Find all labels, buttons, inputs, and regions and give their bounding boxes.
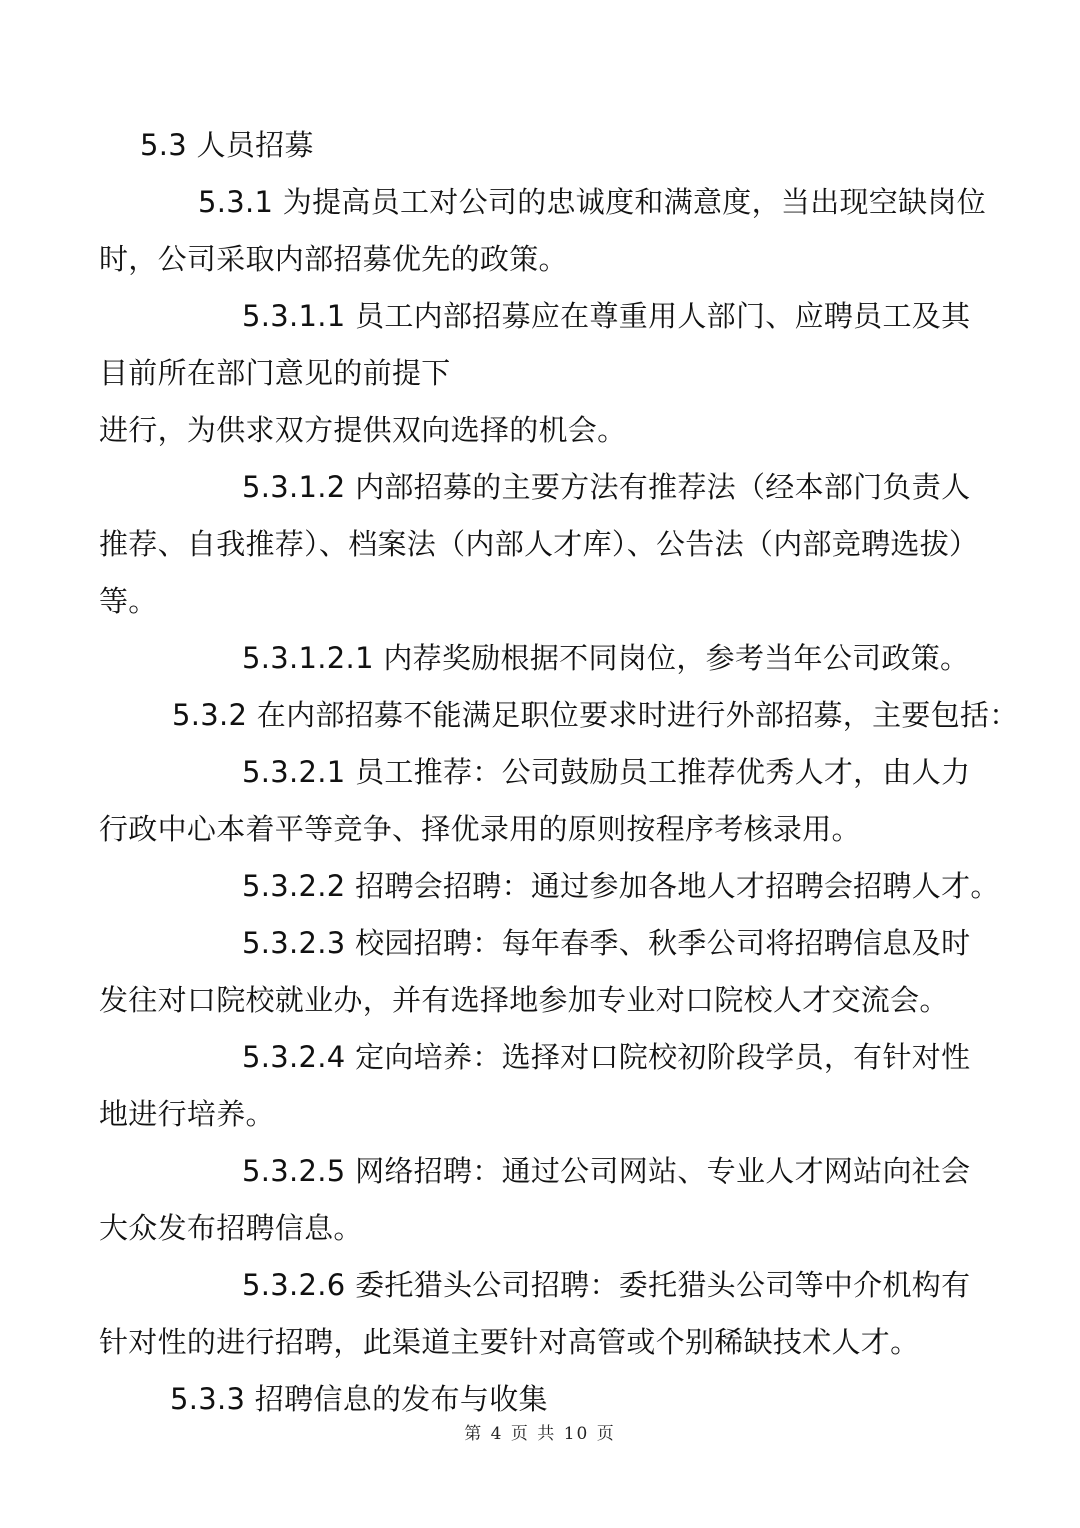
paragraph-line: 5.3.1.2 内部招募的主要方法有推荐法（经本部门负责人 — [242, 470, 971, 504]
paragraph-line: 行政中心本着平等竞争、择优录用的原则按程序考核录用。 — [99, 812, 861, 846]
paragraph-line: 针对性的进行招聘，此渠道主要针对高管或个别稀缺技术人才。 — [99, 1325, 920, 1359]
paragraph-line: 5.3.2.1 员工推荐：公司鼓励员工推荐优秀人才，由人力 — [242, 755, 971, 789]
paragraph-line: 大众发布招聘信息。 — [99, 1211, 363, 1245]
paragraph-line: 5.3.2.4 定向培养：选择对口院校初阶段学员，有针对性 — [242, 1040, 971, 1074]
paragraph-line: 5.3.1.2.1 内荐奖励根据不同岗位，参考当年公司政策。 — [242, 641, 970, 675]
paragraph-line: 发往对口院校就业办，并有选择地参加专业对口院校人才交流会。 — [99, 983, 949, 1017]
page-number-footer: 第 4 页 共 10 页 — [464, 1424, 616, 1444]
section-heading: 5.3 人员招募 — [140, 128, 314, 162]
paragraph-line: 5.3.1 为提高员工对公司的忠诚度和满意度，当出现空缺岗位 — [198, 185, 987, 219]
paragraph-line: 5.3.2.6 委托猎头公司招聘：委托猎头公司等中介机构有 — [242, 1268, 971, 1302]
paragraph-line: 目前所在部门意见的前提下 — [99, 356, 451, 390]
paragraph-line: 进行，为供求双方提供双向选择的机会。 — [99, 413, 627, 447]
paragraph-line: 等。 — [99, 584, 158, 618]
paragraph-line: 5.3.3 招聘信息的发布与收集 — [170, 1382, 548, 1416]
paragraph-line: 地进行培养。 — [99, 1097, 275, 1131]
paragraph-line: 推荐、自我推荐）、档案法（内部人才库）、公告法（内部竞聘选拔） — [99, 527, 979, 561]
paragraph-line: 5.3.2.2 招聘会招聘：通过参加各地人才招聘会招聘人才。 — [242, 869, 1000, 903]
paragraph-line: 5.3.1.1 员工内部招募应在尊重用人部门、应聘员工及其 — [242, 299, 971, 333]
paragraph-line: 5.3.2.5 网络招聘：通过公司网站、专业人才网站向社会 — [242, 1154, 971, 1188]
paragraph-line: 时，公司采取内部招募优先的政策。 — [99, 242, 568, 276]
paragraph-line: 5.3.2.3 校园招聘：每年春季、秋季公司将招聘信息及时 — [242, 926, 971, 960]
paragraph-line: 5.3.2 在内部招募不能满足职位要求时进行外部招募，主要包括： — [172, 698, 1019, 732]
